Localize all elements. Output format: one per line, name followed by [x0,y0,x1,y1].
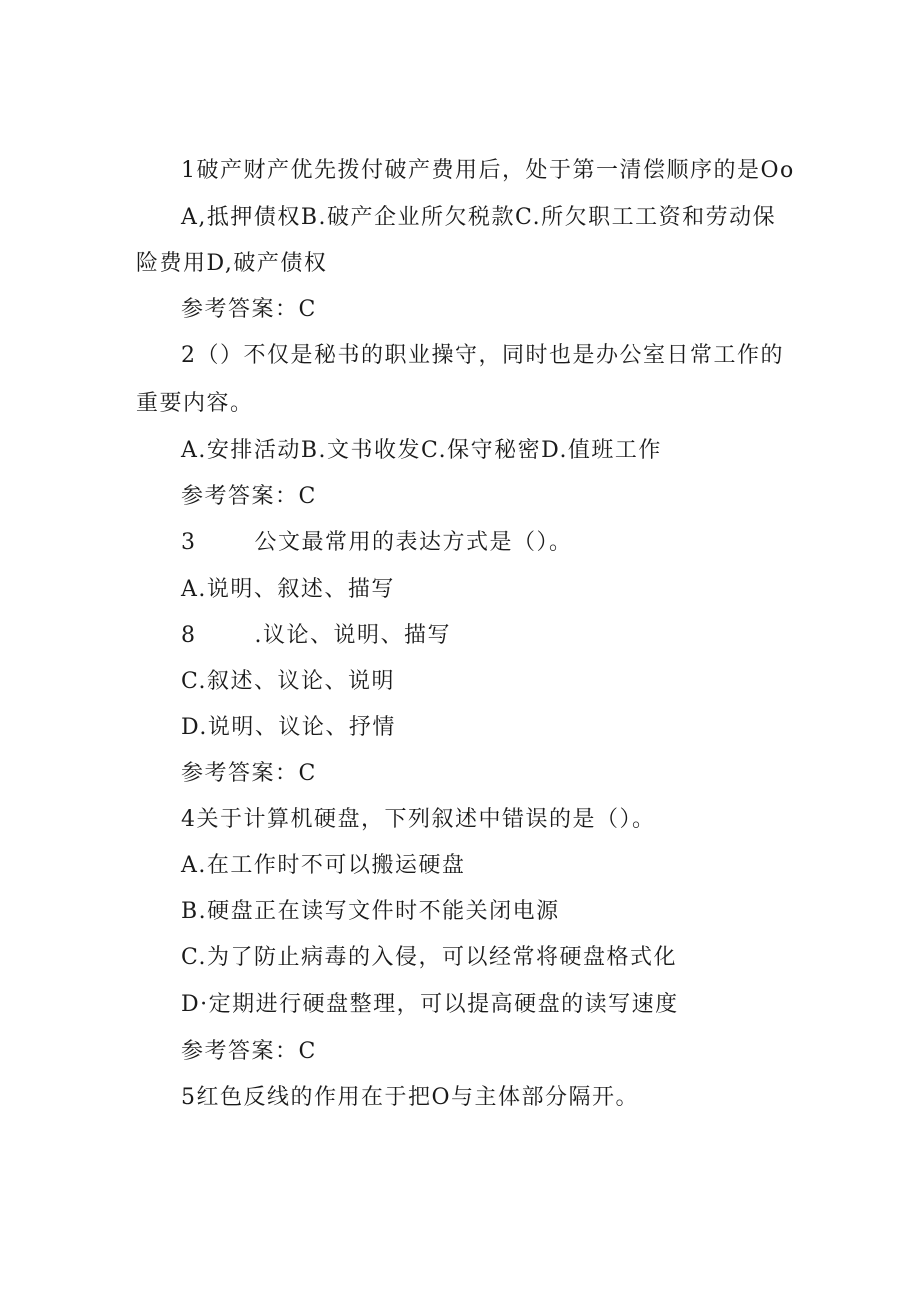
question-3-number: 3 [181,530,197,555]
question-4-option-b: B.硬盘正在读写文件时不能关闭电源 [181,899,560,924]
question-1-options-line-1: A,抵押债权B.破产企业所欠税款C.所欠职工工资和劳动保 [181,205,777,230]
question-3-option-b-number: 8 [181,623,197,648]
question-3-answer: 参考答案：C [181,761,317,786]
question-3-stem [181,529,573,557]
question-4-option-a: A.在工作时不可以搬运硬盘 [181,853,466,878]
question-2-options: A.安排活动B.文书收发C.保守秘密D.值班工作 [181,438,662,463]
question-2-stem-line-1: 2（）不仅是秘书的职业操守，同时也是办公室日常工作的 [181,343,784,368]
question-3-option-b-text: .议论、说明、描写 [254,623,451,648]
question-3-option-b [181,622,451,650]
question-4-stem: 4关于计算机硬盘，下列叙述中错误的是（）。 [181,807,656,832]
question-1-options-line-2: 险费用D,破产债权 [136,251,328,276]
question-3-option-c: C.叙述、议论、说明 [181,669,396,694]
question-4-answer: 参考答案：C [181,1039,317,1064]
question-5-stem: 5红色反线的作用在于把O与主体部分隔开。 [181,1085,640,1110]
question-3-text: 公文最常用的表达方式是（）。 [254,530,573,555]
question-4-option-d: D·定期进行硬盘整理，可以提高硬盘的读写速度 [181,992,679,1017]
question-3-option-a: A.说明、叙述、描写 [181,577,395,602]
question-2-stem-line-2: 重要内容。 [136,391,254,416]
question-1-answer: 参考答案：C [181,297,317,322]
question-2-answer: 参考答案：C [181,484,317,509]
question-1-stem: 1破产财产优先拨付破产费用后，处于第一清偿顺序的是Oo [181,158,795,183]
question-4-option-c: C.为了防止病毒的入侵，可以经常将硬盘格式化 [181,945,678,970]
question-3-option-d: D.说明、议论、抒情 [181,715,396,740]
